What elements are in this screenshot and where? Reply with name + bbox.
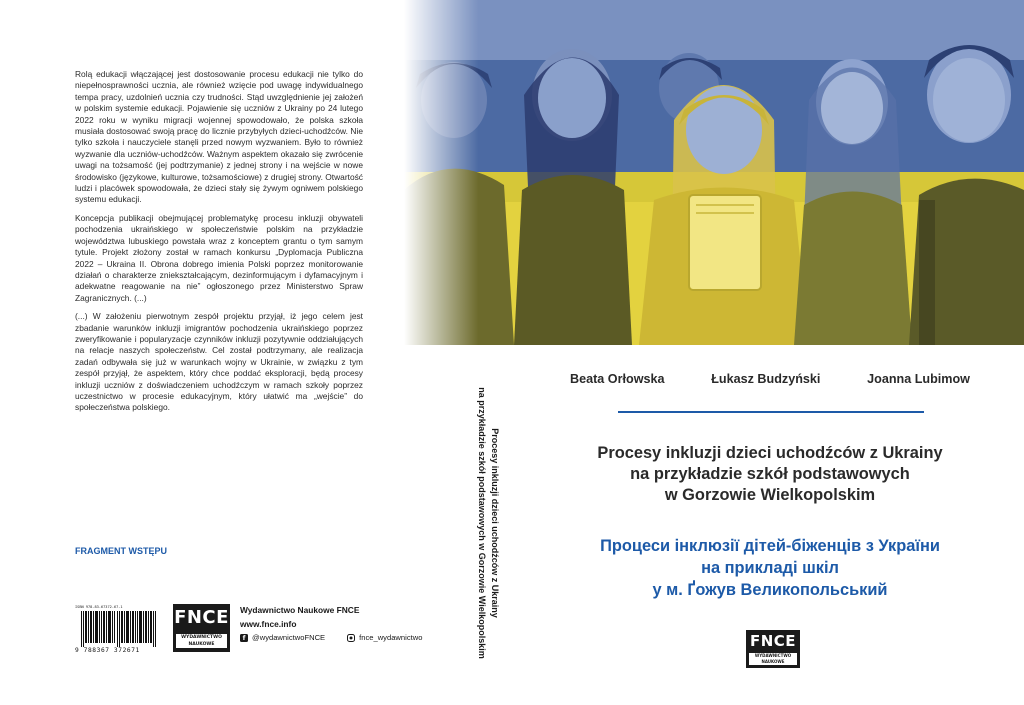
facebook-icon: f [240, 634, 248, 642]
publisher-social [240, 633, 422, 642]
author-1: Beata Orłowska [570, 372, 665, 386]
title-polish-line-3: w Gorzowie Wielkopolskim [664, 486, 876, 504]
isbn-number: ISBN 978-83-67372-67-1 [75, 605, 123, 609]
spine-title-line-1: Procesy inkluzji dzieci uchodźców z Ukrainy [490, 428, 500, 618]
publisher-name: Wydawnictwo Naukowe FNCE [240, 605, 360, 615]
logo-wordmark-front: FNCE [749, 632, 797, 650]
instagram-handle: fnce_wydawnictwo [359, 633, 423, 642]
cover-photo-illustration [404, 0, 1024, 345]
authors [570, 372, 970, 386]
barcode-bars [81, 611, 157, 647]
author-3: Joanna Lubimow [867, 372, 970, 386]
title-divider [618, 411, 924, 413]
fnce-logo-front [746, 630, 800, 668]
back-cover-blurb [75, 69, 363, 421]
fnce-logo [173, 604, 230, 652]
title-ukrainian-line-2: на прикладі шкіл [701, 559, 839, 577]
title-ukrainian-line-3: у м. Ґожув Великопольський [652, 581, 888, 599]
spine-title-line-2: na przykładzie szkół podstawowych w Gorzowie Wielkopolskim [477, 387, 487, 659]
spine [467, 378, 509, 668]
title-ukrainian [560, 535, 980, 601]
logo-subtitle: WYDAWNICTWO NAUKOWE [176, 634, 227, 648]
blurb-paragraph-3: (...) W założeniu pierwotnym zespół projektu przyjął, iż jego celem jest zbadanie warunków inkluzji imigrantów pochodzenia ukraińskiego poprzez zweryfikowanie i popularyzacje czynników inkluzji pozytywnie oddziałujących na relacje naszych społeczeństw. Cel został podtrzymany, ale realizacja zadań odbywała się już w warunkach wojny w Ukrainie, w związku z tym zespół przyjął, że aspektem, który chce poddać eksploracji, będą procesy inkluzji uczniów z doświadczeniem uchodźczym w ramach szkoły poprzez uczestnictwo w procesie edukacyjnym, który ułatwić ma „wejście” do społeczeństwa polskiego. [75, 311, 363, 413]
title-ukrainian-line-1: Процеси інклюзії дітей-біженців з України [600, 537, 940, 555]
fragment-label: FRAGMENT WSTĘPU [75, 546, 167, 556]
facebook-handle: @wydawnictwoFNCE [252, 633, 326, 642]
title-polish-line-1: Procesy inkluzji dzieci uchodźców z Ukrainy [597, 444, 943, 462]
title-polish-line-2: na przykładzie szkół podstawowych [630, 465, 910, 483]
blurb-paragraph-2: Koncepcja publikacji obejmującej problematykę procesu inkluzji obywateli pochodzenia ukraińskiego w społeczeństwie polskim na przykładzie województwa lubuskiego powstała wraz z konceptem grantu o tym samym tytule. Projekt złożony został w ramach konkursu „Dyplomacja Publiczna 2022 – Ukraina II. Obrona dobrego imienia Polski poprzez monitorowanie działań o charakterze zniekształcającym, dezinformującym i dyfamacyjnym i adekwatne reagowanie na nie” ogłoszonego przez Ministerstwo Spraw Zagranicznych. (...) [75, 212, 363, 303]
logo-wordmark: FNCE [174, 607, 229, 628]
cover-photo [404, 0, 1024, 345]
publisher-website: www.fnce.info [240, 619, 297, 629]
barcode-digits: 9 788367 372671 [75, 647, 140, 654]
blurb-paragraph-1: Rolą edukacji włączającej jest dostosowanie procesu edukacji nie tylko do niepełnosprawności ucznia, ale również wzięcie pod uwagę indywidualnego tempa pracy, uzdolnień ucznia czy trudności. Stąd uwzględnienie jej założeń w polskim systemie edukacji. Pojawienie się uczniów z Ukrainy po 24 lutego 2022 roku w wyniku migracji wojennej spowodowało, że polska szkoła musiała dostosować swoją pracę do licznie przybyłych dzieci-uchodźców. Nie tylko szkoła i nauczyciele stanęli przed nowym wyzwaniem. Było to również wyzwanie dla uczniów-uchodźców. Ważnym aspektem okazało się zwrócenie uwagi na tożsamość (jej podtrzymanie) z jednej strony i na wejście w nowe środowisko (językowe, kulturowe, tożsamościowe) z drugiej strony. Otwartość ludzi i placówek spowodowała, że dzieci stały się żywym ogniwem polskiego systemu edukacji. [75, 69, 363, 205]
title-polish [560, 443, 980, 506]
instagram-icon: ● [347, 634, 355, 642]
author-2: Łukasz Budzyński [711, 372, 821, 386]
isbn-barcode [75, 605, 157, 657]
logo-subtitle-front: WYDAWNICTWO NAUKOWE [749, 653, 797, 665]
